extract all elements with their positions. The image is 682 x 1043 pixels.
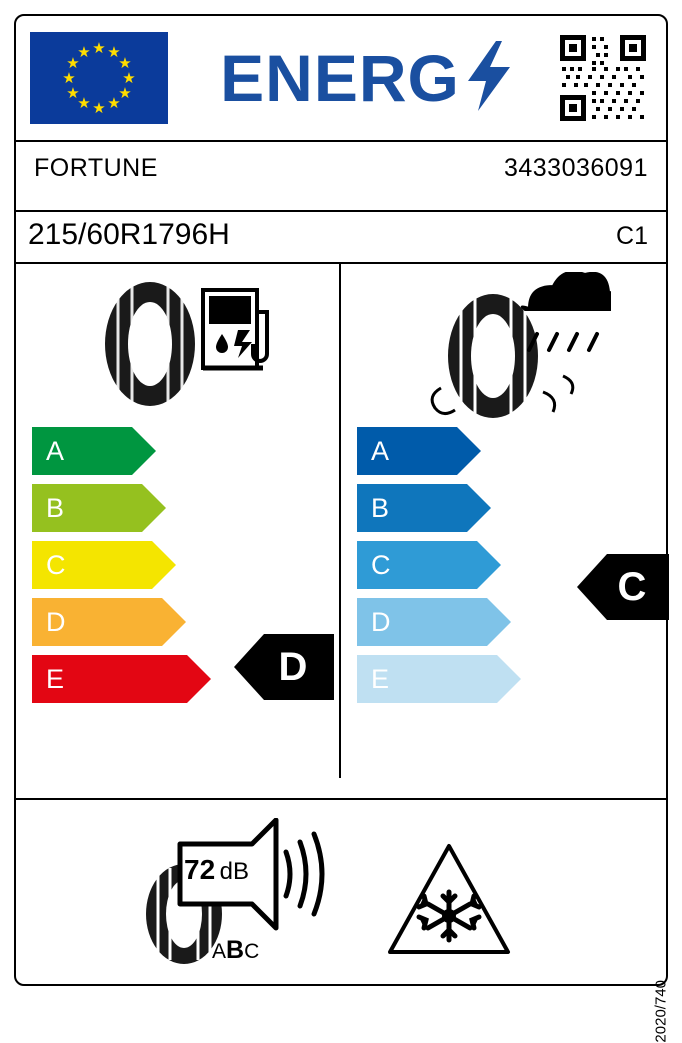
fuel-efficiency-panel [16,262,339,798]
wet-bar-label: D [371,606,391,637]
eu-star-icon: ★ [122,69,136,87]
noise-class-scale [212,936,259,965]
fuel-bar-c-tip [152,541,176,589]
divider-header [16,140,666,142]
sound-waves-icon [286,834,322,914]
fuel-selected-marker [234,634,334,700]
wet-selected-grade: C [607,554,669,620]
eu-star-icon: ★ [77,95,91,113]
noise-unit: dB [219,858,249,885]
fuel-bar-label: A [46,435,65,466]
noise-class-a: A [212,940,227,963]
grade-row [341,655,668,712]
snowflake-mountain-icon [384,840,514,960]
noise-value: 72 [184,854,216,885]
marker-tip [234,634,264,700]
wet-bar-b-tip [467,484,491,532]
wet-bar-b [357,484,467,532]
fuel-pump-icon [203,290,267,368]
wet-bar-a [357,427,457,475]
wet-bar-d [357,598,487,646]
grade-row [341,484,668,541]
page-title: ENERG [220,41,460,115]
snow-group [384,840,514,965]
bottom-panel [16,800,670,1043]
eu-star-icon: ★ [118,54,132,72]
wet-bar-a-tip [457,427,481,475]
noise-class-b-selected: B [226,936,245,964]
fuel-pictogram-group [88,272,278,412]
fuel-bar-d-tip [162,598,186,646]
fuel-bar-label: D [46,606,66,637]
eu-star-icon: ★ [118,84,132,102]
fuel-bar-label: B [46,492,65,523]
eu-star-icon: ★ [92,39,106,57]
divider-brand [16,210,666,212]
fuel-bar-b [32,484,142,532]
supplier-brand: FORTUNE [34,154,158,182]
wet-bar-label: E [371,663,390,694]
eu-star-icon: ★ [66,54,80,72]
fuel-bar-b-tip [142,484,166,532]
energy-label [14,14,670,1043]
marker-tip [577,554,607,620]
label-header [16,16,666,140]
fuel-bar-e-tip [187,655,211,703]
noise-class-c: C [244,940,260,963]
qr-code-icon [558,33,648,123]
eu-star-icon: ★ [62,69,76,87]
fuel-bar-a [32,427,132,475]
grade-row [16,541,339,598]
wet-bar-c [357,541,477,589]
fuel-bar-e [32,655,187,703]
eu-star-icon: ★ [92,99,106,117]
wet-bar-e-tip [497,655,521,703]
wet-bar-label: A [371,435,390,466]
eu-star-icon: ★ [77,43,91,61]
fuel-selected-grade: D [264,634,334,700]
wet-grip-panel [341,262,668,798]
wet-bar-label: C [371,549,391,580]
wet-selected-marker [577,554,669,620]
eu-star-icon: ★ [107,95,121,113]
grade-row [341,427,668,484]
lightning-bolt-icon [466,41,510,116]
fuel-bar-c [32,541,152,589]
tyre-class: C1 [616,222,648,250]
energy-title-group [172,41,558,116]
tyre-icon [105,282,195,406]
grade-row [16,427,339,484]
rain-cloud-icon [522,272,611,350]
fuel-bar-d [32,598,162,646]
eu-flag-icon [30,32,168,124]
wet-bar-d-tip [487,598,511,646]
wet-bar-label: B [371,492,390,523]
tyre-wet-icon [448,294,538,418]
wet-pictogram-group [411,272,611,412]
wet-bar-c-tip [477,541,501,589]
fuel-bar-label: C [46,549,66,580]
label-date: 2020/740 [653,980,670,1043]
wet-bar-e [357,655,497,703]
eu-star-icon: ★ [66,84,80,102]
eu-star-icon: ★ [107,43,121,61]
supplier-code: 3433036091 [503,154,648,182]
grade-row [16,484,339,541]
fuel-bar-a-tip [132,427,156,475]
noise-value-group [184,854,249,886]
fuel-bar-label: E [46,663,65,694]
tyre-size: 215/60R1796H [28,218,230,251]
